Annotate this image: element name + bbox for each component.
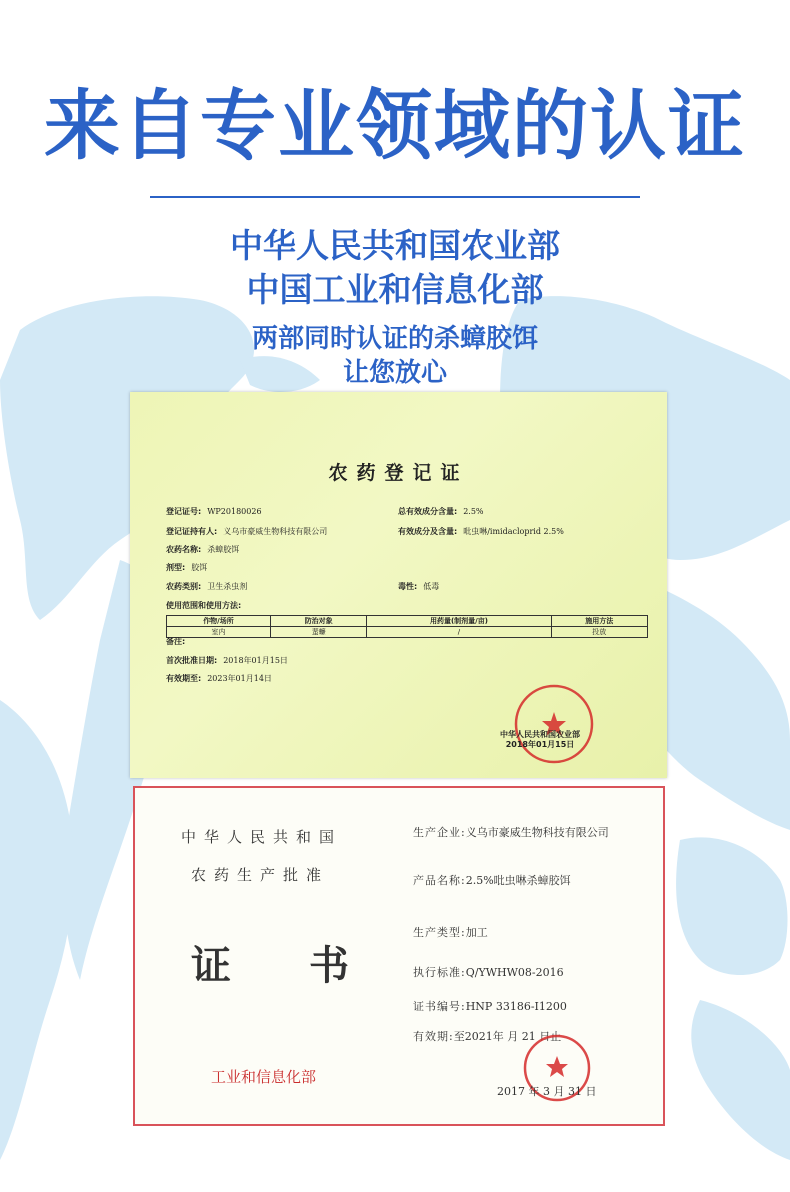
headline-divider: [150, 196, 640, 198]
pesticide-registration-certificate: [130, 392, 667, 778]
usage-table: [166, 615, 648, 638]
cert-field-category: 农药类别: 卫生杀虫剂: [166, 582, 248, 591]
certificate-country: 中华人民共和国: [181, 828, 343, 846]
table-cell: 蜚蠊: [270, 627, 366, 638]
subtitle-reassurance: 让您放心: [342, 358, 447, 388]
cert-field-registration-no: 登记证号: WP20180026: [166, 507, 262, 516]
table-header-cell: 防治对象: [270, 616, 366, 627]
cert-field-standard: 执行标准:Q/YWHW08-2016: [413, 966, 564, 979]
page-headline: 来自专业领域的认证: [44, 81, 746, 170]
cert-field-formulation: 剂型: 胶饵: [166, 563, 208, 572]
cert-field-certificate-no: 证书编号:HNP 33186-I1200: [413, 1000, 567, 1013]
table-cell: 室内: [167, 627, 271, 638]
cert-field-toxicity: 毒性: 低毒: [398, 582, 440, 591]
official-seal: [512, 682, 596, 766]
subtitle-dual-certification: 两部同时认证的杀蟑胶饵: [251, 324, 538, 354]
issuer-name: 中华人民共和国农业部: [500, 730, 580, 739]
cert-field-first-approval: 首次批准日期: 2018年01月15日: [166, 656, 288, 665]
certificate-big-char-1: 证: [191, 942, 231, 989]
cert-field-valid-until: 有效期至: 2023年01月14日: [166, 674, 272, 683]
certificate-big-char-2: 书: [309, 942, 349, 989]
production-approval-certificate: [133, 786, 665, 1126]
cert-field-production-type: 生产类型:加工: [413, 926, 488, 939]
cert-field-active-ingredient: 有效成分及含量: 吡虫啉/imidacloprid 2.5%: [398, 527, 564, 536]
table-cell: /: [367, 627, 551, 638]
cert-field-product-name: 产品名称:2.5%吡虫啉杀蟑胶饵: [413, 874, 571, 887]
table-header-cell: 作物/场所: [167, 616, 271, 627]
usage-table-header: [167, 616, 648, 627]
subtitle-ministry-agriculture: 中华人民共和国农业部: [230, 226, 560, 265]
approval-date: 2017 年 3 月 31 日: [497, 1085, 597, 1098]
table-cell: 投放: [551, 627, 648, 638]
certificate-issuer: [500, 730, 580, 751]
issue-date: 2018年01月15日: [505, 740, 575, 750]
cert-field-usage-scope: 使用范围和使用方法:: [166, 601, 242, 610]
issuing-department: 工业和信息化部: [211, 1068, 317, 1086]
table-header-cell: 用药量(制剂量/亩): [367, 616, 551, 627]
cert-field-validity: 有效期:至2021年 月 21 日止: [413, 1030, 562, 1043]
subtitle-ministry-industry: 中国工业和信息化部: [246, 270, 544, 309]
cert-field-total-content: 总有效成分含量: 2.5%: [398, 507, 484, 516]
cert-field-manufacturer: 生产企业:义乌市豪威生物科技有限公司: [413, 826, 609, 839]
certificate-type: 农药生产批准: [191, 866, 330, 884]
cert-field-holder: 登记证持有人: 义乌市豪威生物科技有限公司: [166, 527, 328, 536]
table-header-cell: 施用方法: [551, 616, 648, 627]
cert-field-remarks: 备注:: [166, 637, 186, 646]
cert-field-pesticide-name: 农药名称: 杀蟑胶饵: [166, 545, 240, 554]
certificate-title: 农药登记证: [328, 462, 469, 484]
table-row: [167, 627, 648, 638]
